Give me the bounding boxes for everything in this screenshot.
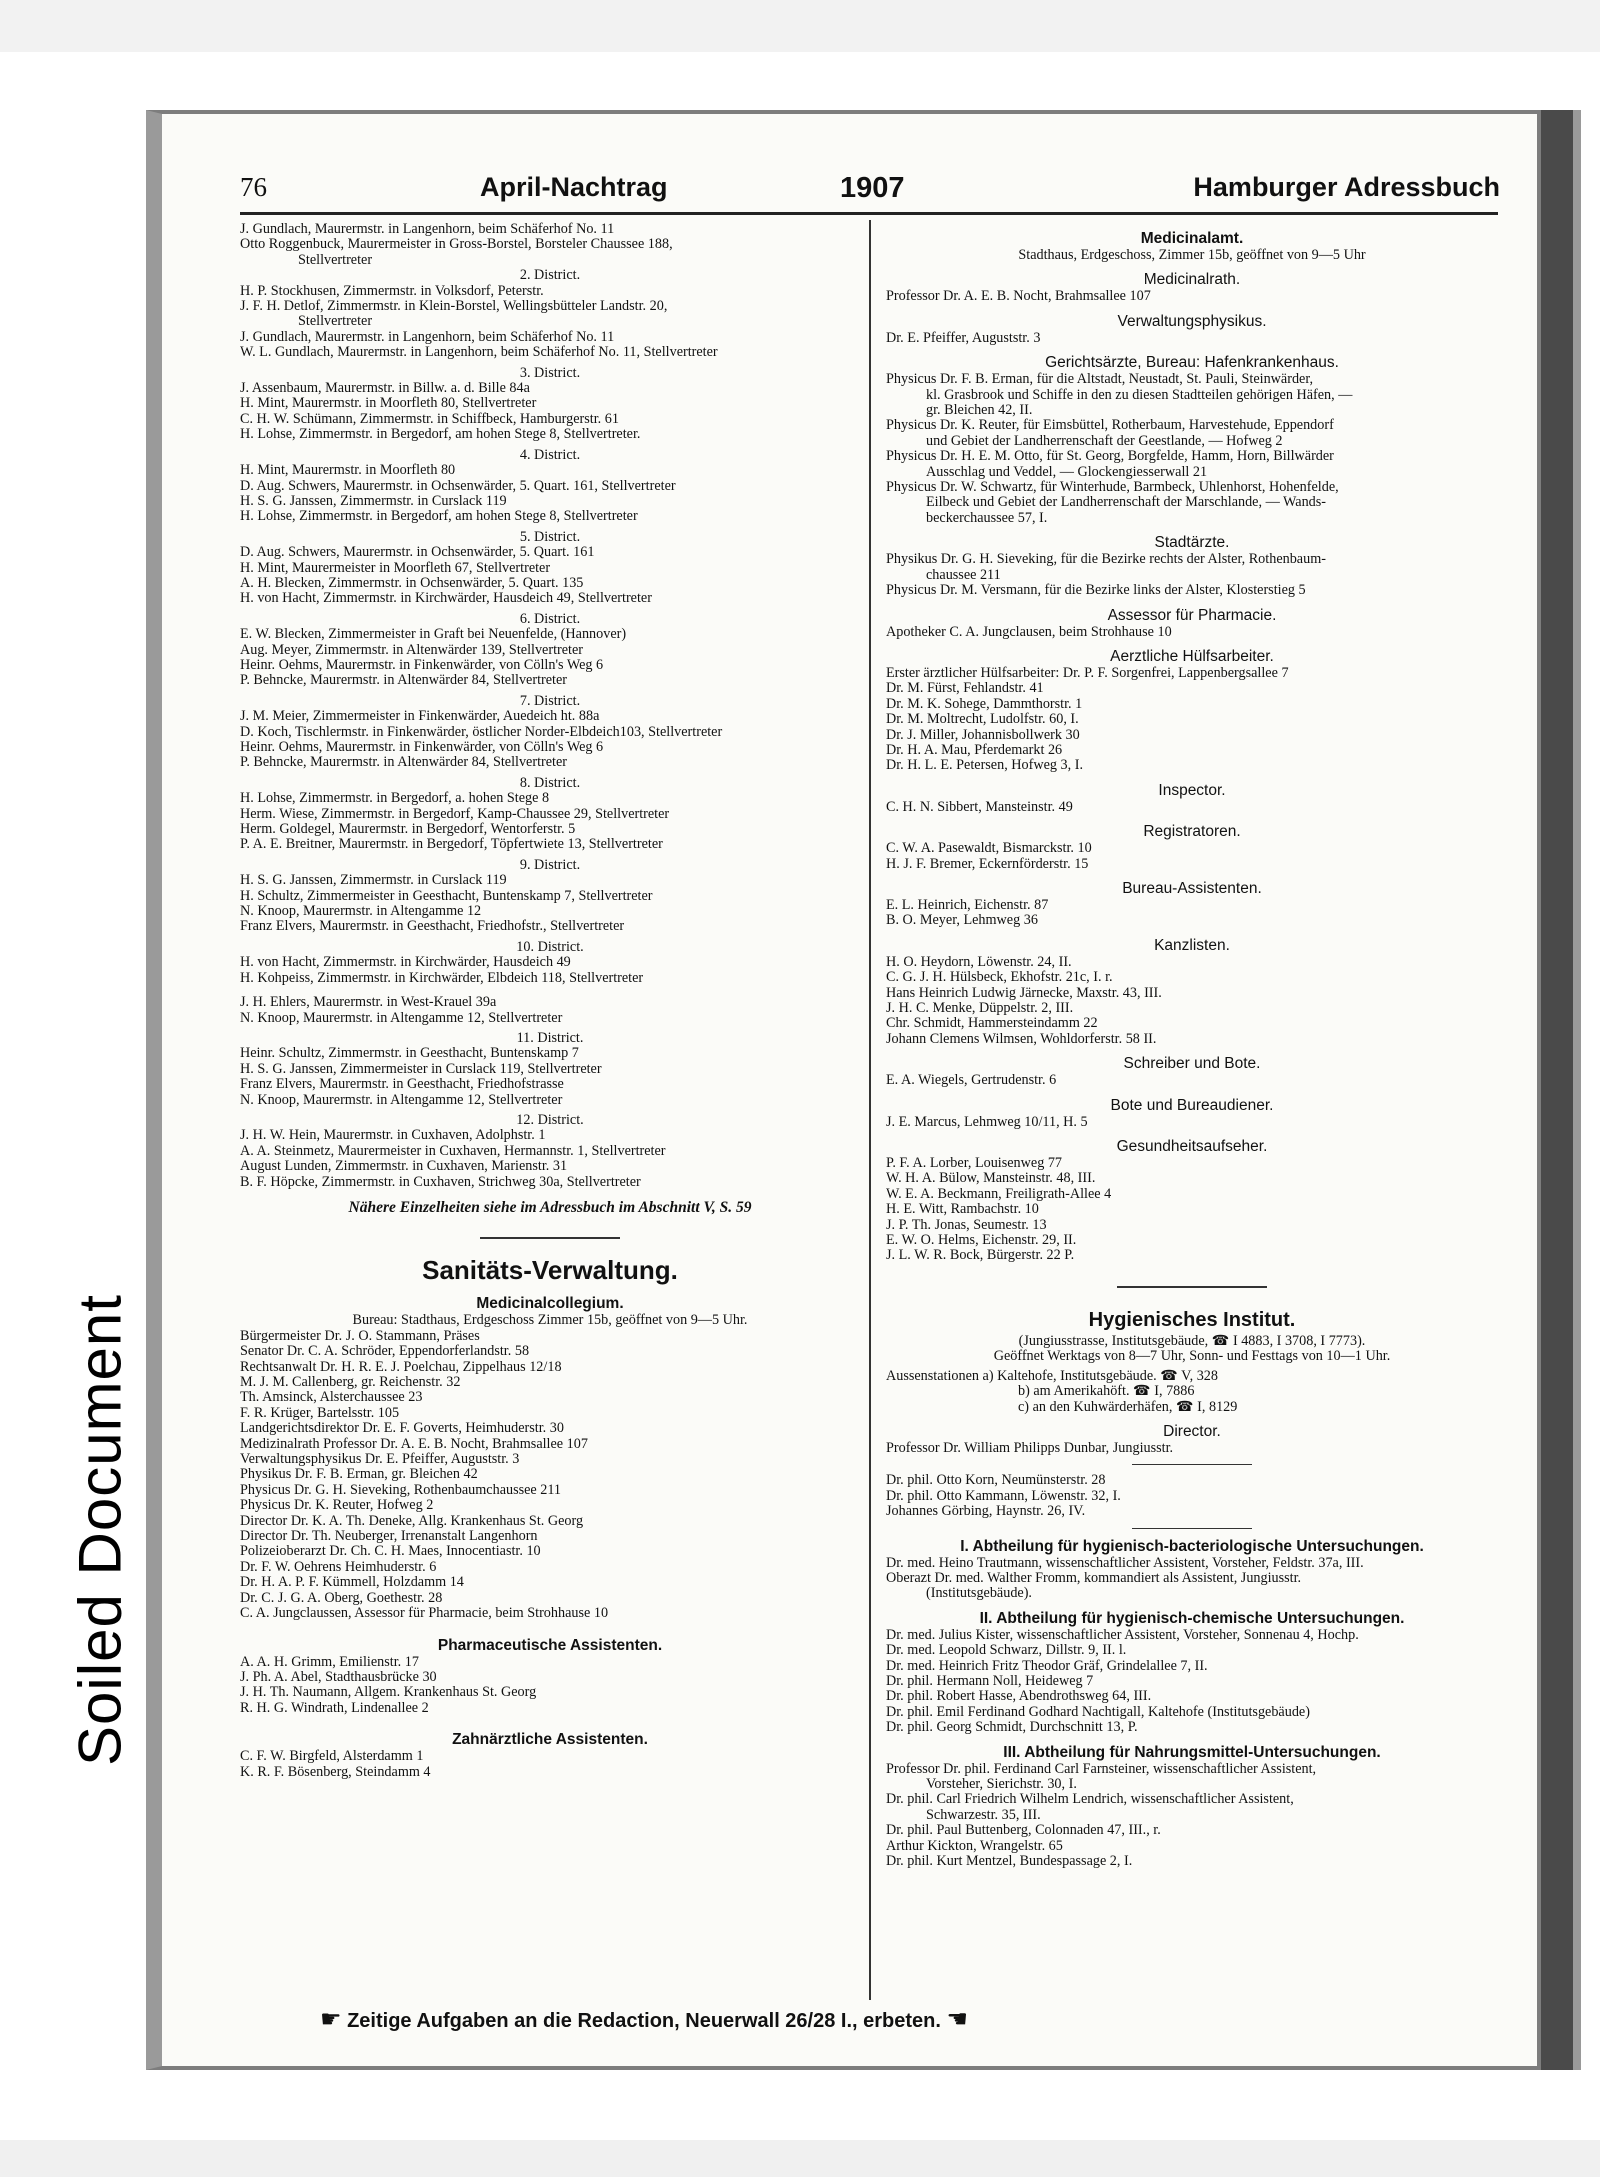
- entry-line: C. H. W. Schümann, Zimmermstr. in Schiffbeck, Hamburgerstr. 61: [240, 411, 619, 427]
- section-heading: Bureau-Assistenten.: [1122, 879, 1262, 897]
- entry-line: H. S. G. Janssen, Zimmermstr. in Curslack 119: [240, 873, 507, 889]
- header-title-right: Hamburger Adressbuch: [1193, 172, 1500, 202]
- entry-line: C. A. Jungclaussen, Assessor für Pharmacie, beim Strohhause 10: [240, 1606, 609, 1622]
- section-heading: Kanzlisten.: [1154, 936, 1230, 954]
- entry-line: und Gebiet der Landherrenschaft der Geestlande, — Hofweg 2: [926, 433, 1283, 449]
- stations-list: [886, 1369, 1498, 1415]
- entry-line: M. J. M. Callenberg, gr. Reichenstr. 32: [240, 1375, 461, 1390]
- entry-line: Polizeioberarzt Dr. Ch. C. H. Maes, Innocentiastr. 10: [240, 1544, 541, 1560]
- entry-line: H. von Hacht, Zimmermstr. in Kirchwärder, Hausdeich 49: [240, 955, 571, 971]
- entry-line: F. R. Krüger, Bartelsstr. 105: [240, 1405, 400, 1421]
- section-heading: Schreiber und Bote.: [1123, 1055, 1261, 1073]
- section-heading: Medicinalamt.: [1140, 230, 1244, 247]
- abt1-heading: I. Abtheilung für hygienisch-bacteriologische Untersuchungen.: [960, 1537, 1424, 1555]
- page-header: [240, 172, 1500, 208]
- entry-line: R. H. G. Windrath, Lindenallee 2: [240, 1700, 429, 1716]
- entry-line: H. von Hacht, Zimmermstr. in Kirchwärder, Hausdeich 49, Stellvertreter: [240, 591, 652, 607]
- entry-line: A. A. Steinmetz, Maurermeister in Cuxhaven, Hermannstr. 1, Stellvertreter: [240, 1143, 666, 1159]
- entry-line: Physicus Dr. G. H. Sieveking, Rothenbaumchaussee 211: [240, 1482, 562, 1498]
- section-heading: Medicinalrath.: [1143, 271, 1241, 289]
- scan-right-edge-outer: [1573, 110, 1581, 2070]
- section-heading: Registratoren.: [1143, 823, 1241, 841]
- medicinalcollegium-heading: Medicinalcollegium.: [476, 1295, 624, 1313]
- left-column: [240, 222, 860, 1780]
- entry-line: P. Behncke, Maurermstr. in Altenwärder 84, Stellvertreter: [240, 673, 568, 689]
- section-heading: Verwaltungsphysikus.: [1117, 312, 1267, 330]
- entry-line: Stellvertreter: [298, 252, 373, 268]
- entry-line: Oberazt Dr. med. Walther Fromm, kommandiert als Assistent, Jungiusstr.: [886, 1570, 1302, 1586]
- section-heading: Gesundheitsaufseher.: [1116, 1138, 1268, 1156]
- entry-line: Dr. phil. Robert Hasse, Abendrothsweg 64, III.: [886, 1689, 1152, 1705]
- footer-notice: [320, 2005, 1500, 2034]
- entry-line: D. Aug. Schwers, Maurermstr. in Ochsenwärder, 5. Quart. 161, Stellvertreter: [240, 478, 676, 494]
- header-title-left: April-Nachtrag: [480, 172, 668, 202]
- abt1-list: [886, 1556, 1498, 1602]
- district-heading: 9. District.: [519, 857, 581, 873]
- right-column: [886, 222, 1498, 1869]
- entry-line: Eilbeck und Gebiet der Landherrenschaft der Marschlande, — Wands-: [926, 495, 1327, 511]
- district-heading: 10. District.: [516, 939, 584, 955]
- section-heading: Assessor für Pharmacie.: [1107, 606, 1277, 624]
- staff-list: [886, 1473, 1498, 1519]
- entry-line: Dr. H. A. Mau, Pferdemarkt 26: [886, 742, 1063, 758]
- entry-line: Dr. med. Heinrich Fritz Theodor Gräf, Grindelallee 7, II.: [886, 1658, 1208, 1674]
- entry-line: Professor Dr. A. E. B. Nocht, Brahmsallee 107: [886, 289, 1151, 305]
- reference-note: Nähere Einzelheiten siehe im Adressbuch im Abschnitt V, S. 59: [348, 1198, 752, 1216]
- column-divider: [869, 220, 871, 2000]
- entry-line: Vorsteher, Sierichstr. 30, I.: [926, 1777, 1077, 1792]
- district-heading: 11. District.: [516, 1030, 584, 1046]
- entry-line: E. A. Wiegels, Gertrudenstr. 6: [886, 1073, 1057, 1089]
- entry-line: Dr. M. Fürst, Fehlandstr. 41: [886, 681, 1044, 697]
- entry-line: J. L. W. R. Bock, Bürgerstr. 22 P.: [886, 1248, 1075, 1264]
- entry-line: K. R. F. Bösenberg, Steindamm 4: [240, 1764, 431, 1780]
- entry-line: Dr. phil. Otto Korn, Neumünsterstr. 28: [886, 1473, 1106, 1489]
- entry-line: Franz Elvers, Maurermstr. in Geesthacht, Friedhofstr., Stellvertreter: [240, 919, 625, 935]
- section-rule: [1117, 1286, 1267, 1288]
- entry-line: H. S. G. Janssen, Zimmermeister in Curslack 119, Stellvertreter: [240, 1061, 602, 1077]
- entry-line: Dr. F. W. Oehrens Heimhuderstr. 6: [240, 1559, 437, 1575]
- minor-rule: [1132, 1528, 1252, 1529]
- page-number: 76: [240, 172, 267, 202]
- district-heading: 8. District.: [519, 775, 581, 791]
- district-heading: 6. District.: [519, 611, 581, 627]
- collegium-members: [240, 1329, 860, 1622]
- bureau-line: Bureau: Stadthaus, Erdgeschoss Zimmer 15b, geöffnet von 9—5 Uhr.: [352, 1313, 748, 1329]
- entry-line: Physikus Dr. F. B. Erman, gr. Bleichen 42: [240, 1467, 478, 1483]
- entry-line: Ausschlag und Veddel, — Glockengiesserwall 21: [926, 464, 1208, 480]
- district-list: [240, 222, 860, 1190]
- entry-line: c) an den Kuhwärderhäfen, ☎ I, 8129: [1018, 1399, 1238, 1415]
- entry-line: Dr. med. Julius Kister, wissenschaftlicher Assistent, Vorsteher, Sonnenau 4, Hochp.: [886, 1627, 1359, 1643]
- entry-line: Aussenstationen a) Kaltehofe, Institutsgebäude. ☎ V, 328: [886, 1368, 1218, 1384]
- scan-bottom-margin: [0, 2140, 1600, 2177]
- entry-line: Bürgermeister Dr. J. O. Stammann, Präses: [240, 1328, 480, 1344]
- entry-line: J. H. Th. Naumann, Allgem. Krankenhaus St. Georg: [240, 1685, 537, 1701]
- entry-line: Dr. med. Leopold Schwarz, Dillstr. 9, II. l.: [886, 1643, 1127, 1659]
- entry-line: Stellvertreter: [298, 314, 373, 330]
- entry-line: Schwarzestr. 35, III.: [926, 1807, 1041, 1823]
- entry-line: Dr. phil. Kurt Mentzel, Bundespassage 2, I.: [886, 1854, 1133, 1870]
- entry-line: (Institutsgebäude).: [926, 1586, 1032, 1602]
- entry-line: Erster ärztlicher Hülfsarbeiter: Dr. P. F. Sorgenfrei, Lappenbergsallee 7: [886, 665, 1289, 681]
- director-line: Professor Dr. William Philipps Dunbar, Jungiusstr.: [886, 1440, 1174, 1456]
- section-rule: [480, 1237, 620, 1239]
- entry-line: E. W. O. Helms, Eichenstr. 29, II.: [886, 1233, 1077, 1249]
- abt3-heading: III. Abtheilung für Nahrungsmittel-Untersuchungen.: [1003, 1743, 1381, 1761]
- entry-line: Apotheker C. A. Jungclausen, beim Strohhause 10: [886, 624, 1172, 640]
- hygiene-hours: Geöffnet Werktags von 8—7 Uhr, Sonn- und Festtags von 10—1 Uhr.: [993, 1349, 1391, 1365]
- entry-line: Landgerichtsdirektor Dr. E. F. Goverts, Heimhuderstr. 30: [240, 1421, 564, 1437]
- entry-line: Physikus Dr. G. H. Sieveking, für die Bezirke rechts der Alster, Rothenbaum-: [886, 552, 1326, 568]
- entry-line: N. Knoop, Maurermstr. in Altengamme 12: [240, 904, 482, 920]
- entry-line: J. Gundlach, Maurermstr. in Langenhorn, beim Schäferhof No. 11: [240, 222, 615, 237]
- scan-top-margin: [0, 0, 1600, 52]
- entry-line: Physicus Dr. W. Schwartz, für Winterhude, Barmbeck, Uhlenhorst, Hohenfelde,: [886, 480, 1339, 496]
- entry-line: Dr. phil. Carl Friedrich Wilhelm Lendrich, wissenschaftlicher Assistent,: [886, 1792, 1294, 1808]
- entry-line: B. O. Meyer, Lehmweg 36: [886, 913, 1038, 929]
- entry-line: W. E. A. Beckmann, Freiligrath-Allee 4: [886, 1186, 1112, 1202]
- entry-line: Johann Clemens Wilmsen, Wohldorferstr. 58 II.: [886, 1031, 1157, 1047]
- section-heading: Stadtärzte.: [1154, 534, 1230, 552]
- entry-line: W. H. A. Bülow, Mansteinstr. 48, III.: [886, 1171, 1096, 1187]
- pharm-list: [240, 1655, 860, 1717]
- hygiene-title: Hygienisches Institut.: [1088, 1308, 1296, 1331]
- entry-line: D. Aug. Schwers, Maurermstr. in Ochsenwärder, 5. Quart. 161: [240, 545, 595, 561]
- entry-line: Dr. phil. Paul Buttenberg, Colonnaden 47, III., r.: [886, 1823, 1161, 1839]
- entry-line: Aug. Meyer, Zimmermstr. in Altenwärder 139, Stellvertreter: [240, 642, 583, 658]
- entry-line: Dr. phil. Hermann Noll, Heideweg 7: [886, 1673, 1094, 1689]
- entry-line: P. Behncke, Maurermstr. in Altenwärder 84, Stellvertreter: [240, 755, 568, 771]
- entry-line: Dr. J. Miller, Johannisbollwerk 30: [886, 727, 1080, 743]
- entry-line: Physicus Dr. K. Reuter, für Eimsbüttel, Rotherbaum, Harvestehude, Eppendorf: [886, 418, 1334, 434]
- entry-line: H. O. Heydorn, Löwenstr. 24, II.: [886, 954, 1072, 970]
- entry-line: [240, 986, 860, 995]
- entry-line: 2. District.: [519, 268, 581, 284]
- director-heading: Director.: [1163, 1422, 1221, 1440]
- entry-line: J. Assenbaum, Maurermstr. in Billw. a. d. Bille 84a: [240, 381, 530, 397]
- entry-line: Dr. C. J. G. A. Oberg, Goethestr. 28: [240, 1590, 443, 1606]
- entry-line: Stadthaus, Erdgeschoss, Zimmer 15b, geöffnet von 9—5 Uhr: [1018, 248, 1366, 263]
- scan-right-edge: [1541, 110, 1573, 2070]
- entry-line: D. Koch, Tischlermstr. in Finkenwärder, östlicher Norder-Elbdeich103, Stellvertreter: [240, 724, 723, 740]
- entry-line: Dr. H. A. P. F. Kümmell, Holzdamm 14: [240, 1575, 464, 1591]
- entry-line: H. Mint, Maurermeister in Moorfleth 67, Stellvertreter: [240, 560, 551, 576]
- entry-line: J. H. Ehlers, Maurermstr. in West-Krauel 39a: [240, 995, 497, 1011]
- entry-line: Rechtsanwalt Dr. H. R. E. J. Poelchau, Zippelhaus 12/18: [240, 1359, 562, 1375]
- entry-line: chaussee 211: [926, 567, 1001, 583]
- medicinalamt-list: [886, 229, 1498, 1264]
- entry-line: J. H. C. Menke, Düppelstr. 2, III.: [886, 1001, 1074, 1016]
- entry-line: Dr. phil. Emil Ferdinand Godhard Nachtigall, Kaltehofe (Institutsgebäude): [886, 1704, 1310, 1720]
- district-heading: 7. District.: [519, 693, 581, 709]
- entry-line: Dr. M. Moltrecht, Ludolfstr. 60, I.: [886, 712, 1079, 728]
- entry-line: P. F. A. Lorber, Louisenweg 77: [886, 1156, 1063, 1172]
- entry-line: H. Kohpeiss, Zimmermstr. in Kirchwärder, Elbdeich 118, Stellvertreter: [240, 970, 644, 986]
- entry-line: E. W. Blecken, Zimmermeister in Graft bei Neuenfelde, (Hannover): [240, 627, 627, 643]
- entry-line: Physicus Dr. K. Reuter, Hofweg 2: [240, 1498, 434, 1514]
- entry-line: beckerchaussee 57, I.: [926, 510, 1048, 526]
- zahn-list: [240, 1749, 860, 1780]
- entry-line: H. J. F. Bremer, Eckernförderstr. 15: [886, 856, 1089, 872]
- pointing-hand-right-icon: ☛: [320, 2006, 342, 2033]
- entry-line: Dr. med. Heino Trautmann, wissenschaftlicher Assistent, Vorsteher, Feldstr. 37a, III.: [886, 1555, 1364, 1571]
- entry-line: A. A. H. Grimm, Emilienstr. 17: [240, 1654, 419, 1670]
- entry-line: Hans Heinrich Ludwig Järnecke, Maxstr. 43, III.: [886, 985, 1162, 1001]
- entry-line: J. F. H. Detlof, Zimmermstr. in Klein-Borstel, Wellingsbütteler Landstr. 20,: [240, 299, 668, 315]
- entry-line: C. G. J. H. Hülsbeck, Ekhofstr. 21c, I. r.: [886, 970, 1113, 986]
- entry-line: N. Knoop, Maurermstr. in Altengamme 12, Stellvertreter: [240, 1010, 563, 1026]
- entry-line: Dr. H. L. E. Petersen, Hofweg 3, I.: [886, 758, 1084, 774]
- entry-line: J. H. W. Hein, Maurermstr. in Cuxhaven, Adolphstr. 1: [240, 1128, 546, 1144]
- soiled-document-stamp: [55, 1230, 145, 1830]
- footer-text: Zeitige Aufgaben an die Redaction, Neuerwall 26/28 I., erbeten.: [347, 2010, 941, 2032]
- entry-line: H. Schultz, Zimmermeister in Geesthacht, Buntenskamp 7, Stellvertreter: [240, 888, 653, 904]
- entry-line: Physicus Dr. F. B. Erman, für die Altstadt, Neustadt, St. Pauli, Steinwärder,: [886, 372, 1314, 388]
- entry-line: C. H. N. Sibbert, Mansteinstr. 49: [886, 799, 1073, 815]
- pointing-hand-left-icon: ☚: [946, 2006, 969, 2033]
- entry-line: Herm. Goldegel, Maurermstr. in Bergedorf, Wentorferstr. 5: [240, 822, 576, 838]
- abt2-list: [886, 1628, 1498, 1736]
- entry-line: H. Lohse, Zimmermstr. in Bergedorf, a. hohen Stege 8: [240, 791, 550, 807]
- entry-line: H. Mint, Maurermstr. in Moorfleth 80: [240, 463, 456, 479]
- entry-line: J. P. Th. Jonas, Seumestr. 13: [886, 1217, 1047, 1233]
- entry-line: kl. Grasbrook und Schiffe in den zu diesen Stadtteilen gehörigen Häfen, —: [926, 387, 1353, 403]
- entry-line: Dr. phil. Otto Kammann, Löwenstr. 32, I.: [886, 1488, 1121, 1504]
- abt2-heading: II. Abtheilung für hygienisch-chemische Untersuchungen.: [979, 1609, 1405, 1627]
- section-heading: Aerztliche Hülfsarbeiter.: [1110, 647, 1274, 665]
- entry-line: J. Gundlach, Maurermstr. in Langenhorn, beim Schäferhof No. 11: [240, 329, 615, 345]
- district-heading: 12. District.: [516, 1112, 584, 1128]
- entry-line: Director Dr. Th. Neuberger, Irrenanstalt Langenhorn: [240, 1529, 538, 1545]
- entry-line: B. F. Höpcke, Zimmermstr. in Cuxhaven, Strichweg 30a, Stellvertreter: [240, 1174, 641, 1190]
- entry-line: Johannes Görbing, Haynstr. 26, IV.: [886, 1504, 1086, 1520]
- entry-line: Arthur Kickton, Wrangelstr. 65: [886, 1838, 1063, 1854]
- entry-line: C. F. W. Birgfeld, Alsterdamm 1: [240, 1749, 424, 1765]
- district-heading: 5. District.: [519, 529, 581, 545]
- sanitaets-title: Sanitäts-Verwaltung.: [422, 1255, 678, 1286]
- section-heading: Bote und Bureaudiener.: [1110, 1096, 1274, 1114]
- entry-line: b) am Amerikahöft. ☎ I, 7886: [1018, 1384, 1195, 1400]
- entry-line: H. Lohse, Zimmermstr. in Bergedorf, am hohen Stege 8, Stellvertreter: [240, 509, 638, 525]
- header-year: 1907: [840, 172, 905, 204]
- entry-line: Dr. M. K. Sohege, Dammthorstr. 1: [886, 696, 1083, 712]
- entry-line: Heinr. Schultz, Zimmermstr. in Geesthacht, Buntenskamp 7: [240, 1046, 579, 1062]
- section-heading: Gerichtsärzte, Bureau: Hafenkrankenhaus.: [1045, 354, 1339, 372]
- section-heading: Inspector.: [1158, 781, 1226, 799]
- entry-line: Otto Roggenbuck, Maurermeister in Gross-Borstel, Borsteler Chaussee 188,: [240, 237, 673, 253]
- entry-line: Dr. phil. Georg Schmidt, Durchschnitt 13, P.: [886, 1720, 1138, 1736]
- entry-line: Th. Amsinck, Alsterchaussee 23: [240, 1390, 423, 1406]
- entry-line: gr. Bleichen 42, II.: [926, 403, 1033, 419]
- entry-line: Professor Dr. phil. Ferdinand Carl Farnsteiner, wissenschaftlicher Assistent,: [886, 1761, 1317, 1777]
- zahn-heading: Zahnärztliche Assistenten.: [452, 1731, 648, 1749]
- entry-line: August Lunden, Zimmermstr. in Cuxhaven, Marienstr. 31: [240, 1159, 568, 1175]
- entry-line: Verwaltungsphysikus Dr. E. Pfeiffer, Auguststr. 3: [240, 1452, 520, 1468]
- minor-rule: [1132, 1464, 1252, 1465]
- entry-line: H. P. Stockhusen, Zimmermstr. in Volksdorf, Peterstr.: [240, 283, 544, 299]
- entry-line: P. A. E. Breitner, Maurermstr. in Bergedorf, Töpfertwiete 13, Stellvertreter: [240, 837, 663, 853]
- entry-line: H. Mint, Maurermstr. in Moorfleth 80, Stellvertreter: [240, 396, 537, 412]
- entry-line: Heinr. Oehms, Maurermstr. in Finkenwärder, von Cölln's Weg 6: [240, 740, 604, 755]
- district-heading: 3. District.: [519, 365, 581, 381]
- entry-line: W. L. Gundlach, Maurermstr. in Langenhorn, beim Schäferhof No. 11, Stellvertreter: [240, 345, 718, 361]
- entry-line: Senator Dr. C. A. Schröder, Eppendorferlandstr. 58: [240, 1344, 530, 1360]
- entry-line: Chr. Schmidt, Hammersteindamm 22: [886, 1016, 1098, 1032]
- entry-line: Physicus Dr. M. Versmann, für die Bezirke links der Alster, Klosterstieg 5: [886, 583, 1306, 599]
- entry-line: Medizinalrath Professor Dr. A. E. B. Nocht, Brahmsallee 107: [240, 1436, 588, 1452]
- entry-line: Physicus Dr. H. E. M. Otto, für St. Georg, Borgfelde, Hamm, Horn, Billwärder: [886, 449, 1334, 465]
- entry-line: Franz Elvers, Maurermstr. in Geesthacht, Friedhofstrasse: [240, 1077, 564, 1093]
- entry-line: C. W. A. Pasewaldt, Bismarckstr. 10: [886, 841, 1092, 857]
- entry-line: Heinr. Oehms, Maurermstr. in Finkenwärder, von Cölln's Weg 6: [240, 657, 604, 673]
- entry-line: H. S. G. Janssen, Zimmermstr. in Curslack 119: [240, 493, 507, 509]
- entry-line: H. E. Witt, Rambachstr. 10: [886, 1202, 1039, 1218]
- entry-line: Director Dr. K. A. Th. Deneke, Allg. Krankenhaus St. Georg: [240, 1513, 584, 1529]
- entry-line: Herm. Wiese, Zimmermstr. in Bergedorf, Kamp-Chaussee 29, Stellvertreter: [240, 806, 670, 822]
- entry-line: J. Ph. A. Abel, Stadthausbrücke 30: [240, 1669, 437, 1685]
- pharm-heading: Pharmaceutische Assistenten.: [437, 1636, 663, 1654]
- entry-line: A. H. Blecken, Zimmermstr. in Ochsenwärder, 5. Quart. 135: [240, 575, 584, 591]
- entry-line: J. E. Marcus, Lehmweg 10/11, H. 5: [886, 1114, 1088, 1130]
- entry-line: J. M. Meier, Zimmermeister in Finkenwärder, Auedeich ht. 88a: [240, 709, 600, 725]
- district-heading: 4. District.: [519, 447, 581, 463]
- stamp-text: Soiled Document: [66, 1294, 134, 1766]
- header-rule: [240, 212, 1498, 215]
- hygiene-address: (Jungiusstrasse, Institutsgebäude, ☎ I 4883, I 3708, I 7773).: [1018, 1333, 1366, 1349]
- abt3-list: [886, 1762, 1498, 1870]
- entry-line: Dr. E. Pfeiffer, Auguststr. 3: [886, 330, 1041, 346]
- entry-line: H. Lohse, Zimmermstr. in Bergedorf, am hohen Stege 8, Stellvertreter.: [240, 427, 641, 443]
- entry-line: N. Knoop, Maurermstr. in Altengamme 12, Stellvertreter: [240, 1092, 563, 1108]
- entry-line: E. L. Heinrich, Eichenstr. 87: [886, 897, 1049, 913]
